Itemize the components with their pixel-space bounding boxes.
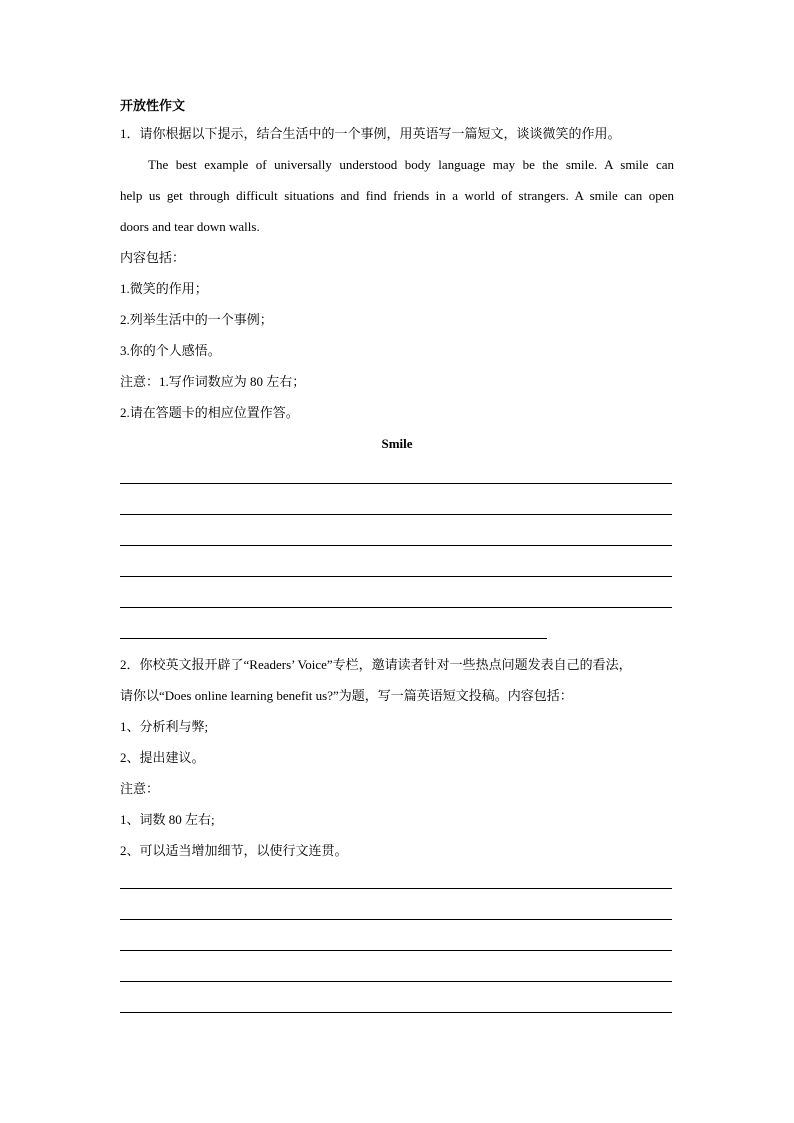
answer-line [120, 607, 672, 608]
q2-point-1: 1、分析利与弊; [120, 719, 209, 734]
q1-point-2: 2.列举生活中的一个事例； [120, 312, 273, 327]
essay-title: Smile [381, 436, 413, 451]
q1-note-2: 2.请在答题卡的相应位置作答。 [120, 405, 299, 420]
q2-note-label: 注意： [120, 781, 160, 796]
q1-point-1: 1.微笑的作用； [120, 281, 208, 296]
question-2-prompt-line-1: 2．你校英文报开辟了“Readers’ Voice”专栏，邀请读者针对一些热点问题发表自己的看法， [120, 657, 632, 672]
answer-line [120, 576, 672, 577]
answer-line [120, 514, 672, 515]
answer-line [120, 483, 672, 484]
question-2-prompt-line-2: 请你以“Does online learning benefit us?”为题，写一篇英语短文投稿。内容包括： [120, 688, 573, 703]
answer-line [120, 981, 672, 982]
q1-note-1: 注意：1.写作词数应为 80 左右； [120, 374, 306, 389]
question-1-prompt: 1．请你根据以下提示，结合生活中的一个事例，用英语写一篇短文，谈谈微笑的作用。 [120, 126, 621, 141]
content-label: 内容包括： [120, 250, 186, 265]
q2-note-1: 1、词数 80 左右; [120, 812, 215, 827]
answer-line [120, 638, 547, 639]
answer-line [120, 545, 672, 546]
answer-line [120, 1012, 672, 1013]
q2-point-2: 2、提出建议。 [120, 750, 205, 765]
answer-line [120, 888, 672, 889]
q2-note-2: 2、可以适当增加细节，以使行文连贯。 [120, 843, 348, 858]
section-title: 开放性作文 [120, 98, 186, 113]
passage-line-1: The best example of universally understood body language may be the smile. A smile can [148, 157, 674, 172]
passage-line-3: doors and tear down walls. [120, 219, 260, 234]
passage-line-2: help us get through difficult situations and find friends in a world of strangers. A smile can open [120, 188, 674, 203]
q1-point-3: 3.你的个人感悟。 [120, 343, 221, 358]
answer-line [120, 950, 672, 951]
answer-line [120, 919, 672, 920]
